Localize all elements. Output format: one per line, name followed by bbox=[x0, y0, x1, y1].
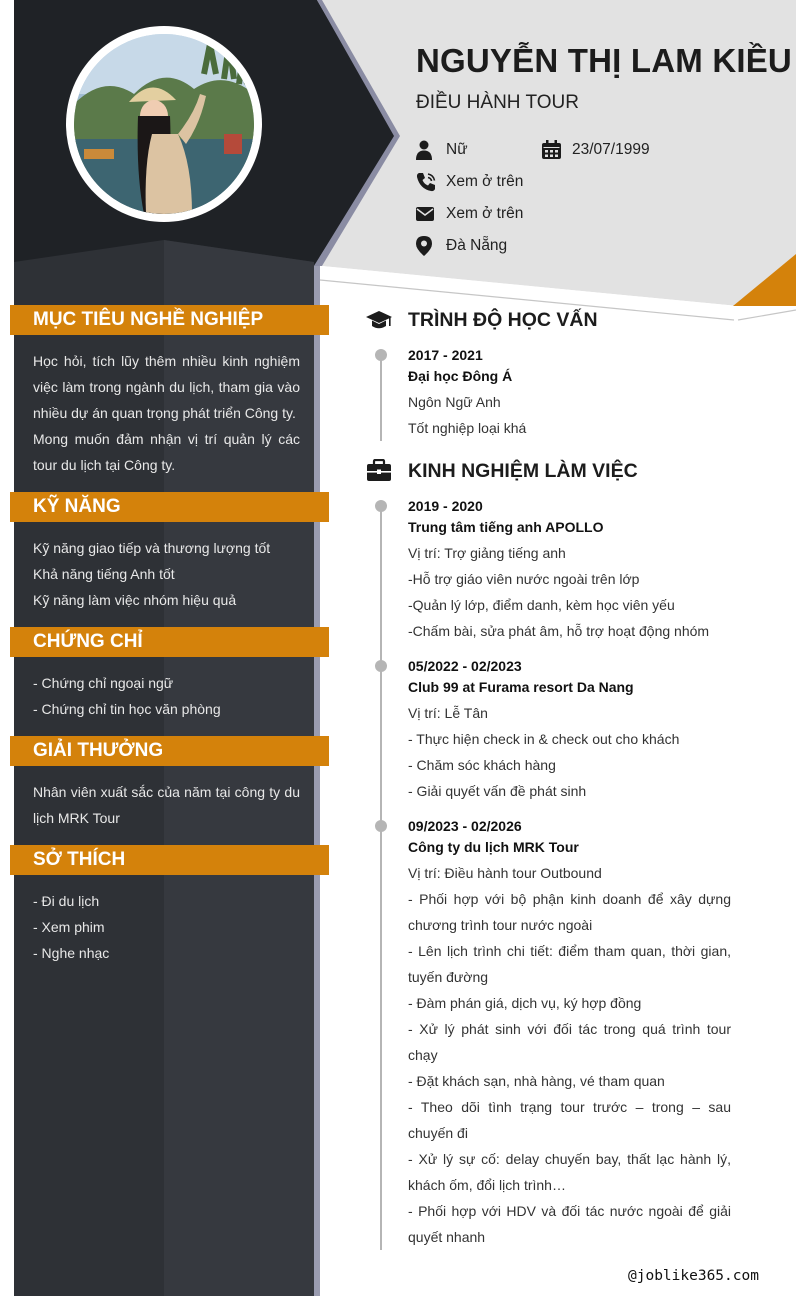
hobby-item: - Xem phim bbox=[33, 919, 105, 935]
entry-date: 05/2022 - 02/2023 bbox=[408, 658, 522, 674]
gender-value: Nữ bbox=[446, 141, 468, 158]
education-timeline bbox=[380, 355, 382, 441]
entry-line: Ngôn Ngữ Anh bbox=[408, 394, 501, 410]
skill-item: Kỹ năng giao tiếp và thương lượng tốt bbox=[33, 540, 271, 556]
skills-heading: KỸ NĂNG bbox=[10, 492, 329, 522]
objective-line: Mong muốn đảm nhận vị trí quản lý các bbox=[33, 431, 300, 447]
entry-line: Tốt nghiệp loại khá bbox=[408, 420, 527, 436]
experience-entry bbox=[408, 496, 731, 644]
entry-line: -Quản lý lớp, điểm danh, kèm học viên yếu bbox=[408, 597, 675, 613]
entry-line: - Đàm phán giá, dịch vụ, ký hợp đồng bbox=[408, 995, 642, 1011]
entry-line: - Xử lý phát sinh với đối tác trong quá trình tour chạy bbox=[408, 1021, 731, 1063]
entry-line: - Chăm sóc khách hàng bbox=[408, 757, 556, 773]
address-row bbox=[416, 236, 507, 256]
timeline-dot bbox=[375, 660, 387, 672]
entry-line: - Xử lý sự cố: delay chuyến bay, thất lạc hành lý, khách ốm, đổi lịch trình… bbox=[408, 1151, 731, 1193]
awards-text bbox=[33, 779, 300, 831]
skill-item: Kỹ năng làm việc nhóm hiệu quả bbox=[33, 592, 237, 608]
phone-value: Xem ở trên bbox=[446, 173, 524, 190]
objective-line: nhiều dự án quan trọng phát triển Công ty. bbox=[33, 405, 296, 421]
certificates-list bbox=[33, 670, 300, 722]
email-row bbox=[416, 204, 523, 224]
entry-line: Vị trí: Lễ Tân bbox=[408, 705, 488, 721]
avatar-photo bbox=[74, 34, 254, 214]
certificate-item: - Chứng chỉ ngoại ngữ bbox=[33, 675, 174, 691]
education-title: TRÌNH ĐỘ HỌC VẤN bbox=[408, 308, 598, 331]
entry-line: -Chấm bài, sửa phát âm, hỗ trợ hoạt động nhóm bbox=[408, 623, 710, 639]
address-value: Đà Nẵng bbox=[446, 237, 508, 254]
objective-text bbox=[33, 348, 300, 478]
hobby-item: - Đi du lịch bbox=[33, 893, 100, 909]
user-icon bbox=[416, 140, 436, 160]
hobbies-heading: SỞ THÍCH bbox=[10, 845, 329, 875]
objective-line: việc làm trong ngành du lịch, tham gia vào bbox=[33, 379, 300, 395]
entry-line: - Đặt khách sạn, nhà hàng, vé tham quan bbox=[408, 1073, 665, 1089]
entry-date: 09/2023 - 02/2026 bbox=[408, 818, 522, 834]
hobbies-list bbox=[33, 888, 300, 966]
email-icon bbox=[416, 204, 436, 224]
entry-date: 2019 - 2020 bbox=[408, 498, 483, 514]
education-entry bbox=[408, 345, 731, 441]
birthday-value: 23/07/1999 bbox=[572, 141, 650, 158]
entry-line: - Theo dõi tình trạng tour trước – trong – sau chuyến đi bbox=[408, 1099, 731, 1141]
hobby-item: - Nghe nhạc bbox=[33, 945, 110, 961]
experience-timeline bbox=[380, 506, 382, 1250]
entry-date: 2017 - 2021 bbox=[408, 347, 483, 363]
entry-line: - Phối hợp với HDV và đối tác nước ngoài để giải quyết nhanh bbox=[408, 1203, 731, 1245]
entry-line: Vị trí: Điều hành tour Outbound bbox=[408, 865, 602, 881]
experience-heading bbox=[366, 459, 638, 483]
award-line: Nhân viên xuất sắc của năm tại công ty du bbox=[33, 784, 300, 800]
experience-entry bbox=[408, 656, 731, 804]
candidate-name: NGUYỄN THỊ LAM KIỀU bbox=[416, 42, 792, 79]
job-title: ĐIỀU HÀNH TOUR bbox=[416, 92, 579, 113]
skills-list bbox=[33, 535, 300, 613]
objective-line: tour du lịch tại Công ty. bbox=[33, 457, 176, 473]
awards-heading: GIẢI THƯỞNG bbox=[10, 736, 329, 766]
entry-line: - Giải quyết vấn đề phát sinh bbox=[408, 783, 587, 799]
briefcase-icon bbox=[366, 459, 392, 483]
award-line: lịch MRK Tour bbox=[33, 810, 120, 826]
phone-icon bbox=[416, 172, 436, 192]
phone-row bbox=[416, 172, 523, 192]
calendar-icon bbox=[542, 140, 562, 160]
avatar bbox=[66, 26, 262, 222]
entry-line: - Phối hợp với bộ phận kinh doanh để xây dựng chương trình tour nước ngoài bbox=[408, 891, 731, 933]
objective-line: Học hỏi, tích lũy thêm nhiều kinh nghiệm bbox=[33, 353, 300, 369]
email-value: Xem ở trên bbox=[446, 205, 524, 222]
skill-item: Khả năng tiếng Anh tốt bbox=[33, 566, 175, 582]
graduation-cap-icon bbox=[366, 308, 392, 332]
timeline-dot bbox=[375, 349, 387, 361]
certificate-item: - Chứng chỉ tin học văn phòng bbox=[33, 701, 221, 717]
entry-school: Đại học Đông Á bbox=[408, 368, 513, 384]
objective-heading: MỤC TIÊU NGHỀ NGHIỆP bbox=[10, 305, 329, 335]
entry-line: - Thực hiện check in & check out cho khách bbox=[408, 731, 680, 747]
entry-company: Trung tâm tiếng anh APOLLO bbox=[408, 519, 604, 535]
entry-line: - Lên lịch trình chi tiết: điểm tham quan, thời gian, tuyến đường bbox=[408, 943, 731, 985]
sidebar-edge bbox=[314, 258, 320, 1296]
entry-line: Vị trí: Trợ giảng tiếng anh bbox=[408, 545, 566, 561]
birthday-row bbox=[542, 140, 650, 160]
education-heading bbox=[366, 308, 598, 332]
experience-title: KINH NGHIỆM LÀM VIỆC bbox=[408, 459, 638, 482]
location-pin-icon bbox=[416, 236, 436, 256]
footer-website: @joblike365.com bbox=[628, 1268, 759, 1284]
certificates-heading: CHỨNG CHỈ bbox=[10, 627, 329, 657]
entry-line: -Hỗ trợ giáo viên nước ngoài trên lớp bbox=[408, 571, 640, 587]
timeline-dot bbox=[375, 820, 387, 832]
timeline-dot bbox=[375, 500, 387, 512]
entry-company: Club 99 at Furama resort Da Nang bbox=[408, 679, 634, 695]
gender-row bbox=[416, 140, 468, 160]
entry-company: Công ty du lịch MRK Tour bbox=[408, 839, 579, 855]
experience-entry bbox=[408, 816, 731, 1250]
